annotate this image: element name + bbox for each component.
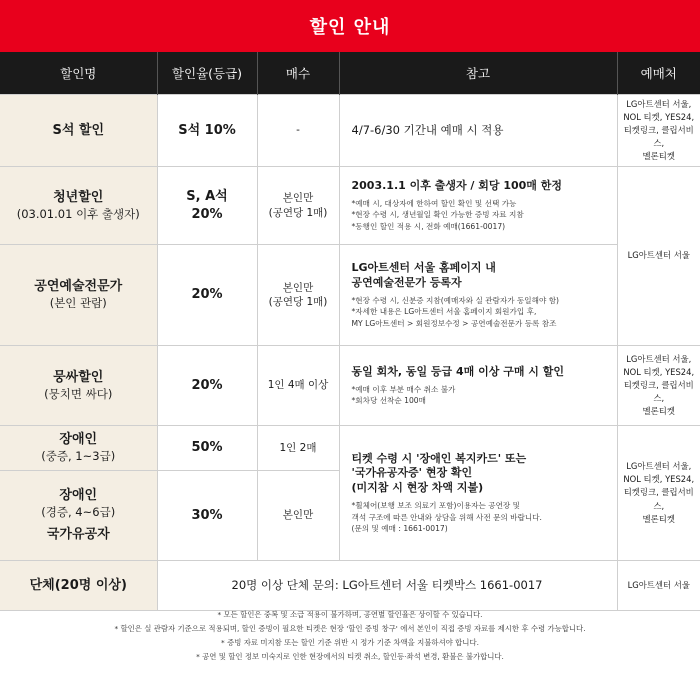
discount-note: 2003.1.1 이후 출생자 / 회당 100매 한정 *예매 시, 대상자에 한하여 할인 확인 및 선택 가능 *현장 수령 시, 생년월일 확인 가능한 증빙 자료 지참 *동행인 할인 적용 시, 전화 예매(1661-0017) xyxy=(339,167,617,245)
discount-rate: S, A석 20% xyxy=(157,167,257,245)
table-row-youth xyxy=(0,167,700,245)
discount-rate: 20% xyxy=(157,346,257,426)
discount-rate: S석 10% xyxy=(157,95,257,167)
table-row-group xyxy=(0,561,700,611)
discount-name: S석 할인 xyxy=(0,95,157,167)
table-row-disabled-severe xyxy=(0,426,700,471)
column-header-note: 참고 xyxy=(339,52,617,95)
ticket-count: - xyxy=(257,95,339,167)
ticket-count: 본인만 (공연당 1매) xyxy=(257,167,339,245)
page-title-banner xyxy=(0,0,700,52)
ticket-count: 본인만 (공연당 1매) xyxy=(257,245,339,346)
discount-name: 공연예술전문가 (본인 관람) xyxy=(0,245,157,346)
column-header-seller: 예매처 xyxy=(617,52,700,95)
discount-note: 티켓 수령 시 '장애인 복지카드' 또는 '국가유공자증' 현장 확인 (미지참 시 현장 차액 지불) *휠체어(보행 보조 의료기 포함)이용자는 공연장 및 객석 구조에 따른 안내와 상담을 위해 사전 문의 바랍니다. (문의 및 예매 : 1661-0017) xyxy=(339,426,617,561)
seller-list: LG아트센터 서울 xyxy=(617,167,700,346)
discount-name: 장애인 (경증, 4~6급) 국가유공자 xyxy=(0,471,157,561)
footer-note: * 공연 및 할인 정보 미숙지로 인한 현장에서의 티켓 취소, 할인등·좌석 변경, 환불은 불가합니다. xyxy=(196,652,504,662)
discount-rate: 30% xyxy=(157,471,257,561)
footer-note: * 모든 할인은 중복 및 소급 적용이 불가하며, 공연별 할인율은 상이할 수 있습니다. xyxy=(217,610,483,619)
seller-list: LG아트센터 서울, NOL 티켓, YES24, 티켓링크, 클립서비스, 멜론티켓 xyxy=(617,95,700,167)
seller-list: LG아트센터 서울, NOL 티켓, YES24, 티켓링크, 클립서비스, 멜론티켓 xyxy=(617,426,700,561)
column-header-name: 할인명 xyxy=(0,52,157,95)
table-row-expert xyxy=(0,245,700,346)
footer-notes xyxy=(0,608,700,664)
discount-note: 4/7-6/30 기간내 예매 시 적용 xyxy=(339,95,617,167)
table-header-row xyxy=(0,52,700,95)
discount-rate: 20% xyxy=(157,245,257,346)
discount-note: LG아트센터 서울 홈페이지 내 공연예술전문가 등록자 *현장 수령 시, 신분증 지참(예매자와 실 관람자가 동일해야 함) *자세한 내용은 LG아트센터 서울 홈페이지 회원가입 후, MY LG아트센터 > 회원정보수정 > 공연예술전문가 등록 참조 xyxy=(339,245,617,346)
ticket-count: 1인 2매 xyxy=(257,426,339,471)
discount-rate: 50% xyxy=(157,426,257,471)
table-row-group-buy xyxy=(0,346,700,426)
footer-note: * 할인은 실 관람자 기준으로 적용되며, 할인 증빙이 필요한 티켓은 현장 '할인 증빙 창구' 에서 본인이 직접 증빙 자료를 제시한 후 수령 가능합니다. xyxy=(114,624,586,634)
column-header-rate: 할인율(등급) xyxy=(157,52,257,95)
footer-note: * 증빙 자료 미지참 또는 할인 기준 위반 시 정가 기준 차액을 지불하셔야 합니다. xyxy=(221,638,479,648)
discount-table xyxy=(0,52,700,611)
seller-list: LG아트센터 서울, NOL 티켓, YES24, 티켓링크, 클립서비스, 멜론티켓 xyxy=(617,346,700,426)
discount-note: 동일 회차, 동일 등급 4매 이상 구매 시 할인 *예매 이후 부분 매수 취소 불가 *회차당 선착순 100매 xyxy=(339,346,617,426)
table-row-s-seat xyxy=(0,95,700,167)
ticket-count: 1인 4매 이상 xyxy=(257,346,339,426)
ticket-count: 본인만 xyxy=(257,471,339,561)
discount-name: 뭉싸할인 (뭉치면 싸다) xyxy=(0,346,157,426)
column-header-count: 매수 xyxy=(257,52,339,95)
discount-name: 장애인 (중증, 1~3급) xyxy=(0,426,157,471)
discount-name: 청년할인 (03.01.01 이후 출생자) xyxy=(0,167,157,245)
seller-list: LG아트센터 서울 xyxy=(617,561,700,611)
discount-name: 단체(20명 이상) xyxy=(0,561,157,611)
group-inquiry-note: 20명 이상 단체 문의: LG아트센터 서울 티켓박스 1661-0017 xyxy=(157,561,617,611)
page-title: 할인 안내 xyxy=(309,17,391,38)
